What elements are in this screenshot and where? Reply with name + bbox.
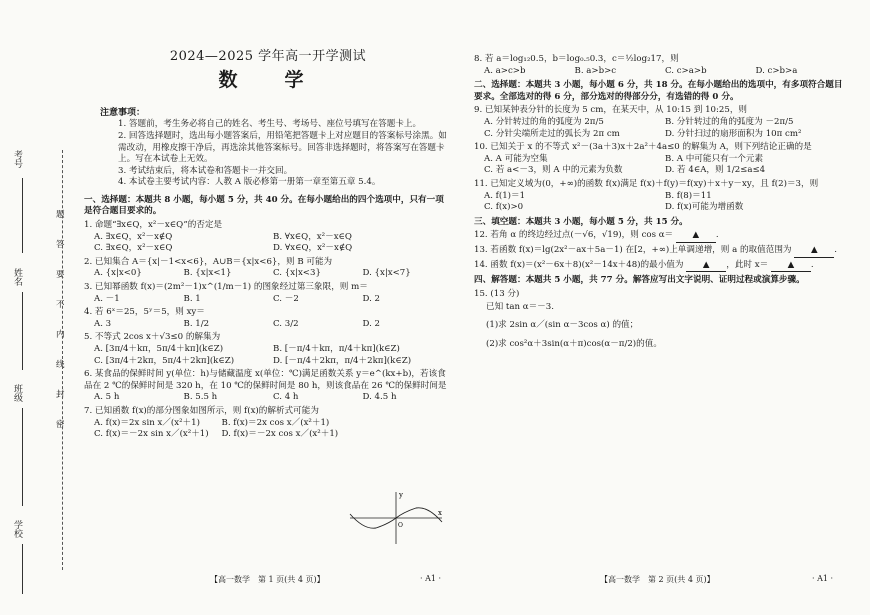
option: B. 分针转过的角的弧度为 －2π/5 — [665, 116, 794, 127]
subject-title: 数 学 — [218, 68, 318, 91]
notes-heading: 注意事项： — [100, 108, 146, 119]
option: A. 3 — [94, 318, 112, 329]
option: D. 分针扫过的扇形面积为 10π cm² — [665, 128, 802, 139]
option: D. 2 — [362, 293, 381, 304]
option: B. a>b>c — [574, 65, 617, 76]
answer-blank: ▲ — [794, 245, 834, 258]
option: B. 1 — [183, 293, 201, 304]
answer-blank: ▲ — [686, 260, 726, 273]
option: A. {x|x<0} — [94, 268, 142, 279]
option: A. 分针转过的角的弧度为 2π/5 — [484, 116, 604, 127]
question-7-options — [94, 418, 349, 441]
exam-no-label: 考号 — [12, 150, 22, 168]
option: D. 4.5 h — [362, 392, 397, 403]
option: C. [3π/4＋2kπ，5π/4＋2kπ](k∈Z) — [94, 355, 235, 366]
option: C. －2 — [273, 293, 299, 304]
seal-dashed-line — [62, 150, 63, 570]
section-2-heading: 二、选择题：本题共 3 小题，每小题 6 分，共 18 分。在每小题给出的选项中，有多项符合题目要求。全部选对的得 6 分，部分选对的得部分分，有选错的得 0 分。 — [474, 80, 843, 102]
question-15-part-1: (1)求 2sin α／(sin α－3cos α) 的值； — [486, 319, 639, 330]
option: D. ∀x∈Q，x²－x∉Q — [273, 243, 353, 254]
left-column — [84, 0, 452, 441]
option: B. f(x)＝2x cos x／(x²＋1) — [221, 417, 330, 428]
option: B. [－π/4＋kπ，π/4＋kπ](k∈Z) — [273, 344, 400, 355]
question-12-text: 12. 若角 α 的终边经过点(－√6，√19)，则 cos α＝ — [474, 230, 674, 241]
page-2-footer: 【高一数学 第 2 页(共 4 页)】 — [600, 575, 715, 584]
question-15-part-2: (2)求 cos²α＋3sin(α＋π)cos(α－π/2)的值。 — [486, 339, 662, 350]
option: D. f(x)＝－2x cos x／(x²＋1) — [221, 429, 339, 440]
option: D. [－π/4＋2kπ，π/4＋2kπ](k∈Z) — [273, 355, 412, 366]
option: A. a>c>b — [484, 65, 526, 76]
seal-char: 要 — [56, 270, 65, 280]
question-10-options — [484, 154, 846, 177]
question-6-options — [94, 392, 452, 404]
option: C. {x|x<3} — [273, 268, 321, 279]
question-1-options — [94, 232, 452, 255]
note-item: 3. 考试结束后，将本试卷和答题卡一并交回。 — [118, 165, 293, 176]
section-3-heading: 三、填空题：本题共 3 小题，每小题 5 分，共 15 分。 — [474, 216, 688, 227]
question-14-text: 14. 函数 f(x)＝(x²－6x＋8)(x²－14x＋48)的最小值为 — [474, 259, 684, 270]
seal-char: 封 — [56, 390, 65, 400]
option: A. 5 h — [94, 392, 120, 403]
name-label: 姓名 — [12, 268, 22, 286]
option: C. c>a>b — [665, 65, 707, 76]
option: B. {x|x<1} — [183, 268, 232, 279]
question-9: 9. 已知某钟表分针的长度为 5 cm，在某天中，从 10:15 到 10:25，则 — [474, 105, 748, 116]
y-axis-label: y — [399, 491, 403, 499]
section-1-heading: 一、选择题：本题共 8 小题，每小题 5 分，共 40 分。在每小题给出的四个选项中，只有一项是符合题目要求的。 — [84, 194, 444, 217]
question-3: 3. 已知幂函数 f(x)＝(2m²－1)x^(1/m－1) 的图象经过第三象限，则 m＝ — [84, 282, 368, 293]
option: A. [3π/4＋kπ，5π/4＋kπ](k∈Z) — [94, 344, 224, 355]
question-13-text: 13. 若函数 f(x)＝lg(2x²－ax＋5a－1) 在[2，+∞)上单调递增，则 a 的取值范围为 — [474, 244, 792, 255]
answer-blank: ▲ — [771, 260, 811, 273]
option: C. 若 a<－3，则 A 中的元素为负数 — [484, 165, 623, 176]
note-item: 2. 回答选择题时，选出每小题答案后，用铅笔把答题卡上对应题目的答案标号涂黑。如需改动，用橡皮擦干净后，再选涂其他答案标号。回答非选择题时，将答案写在答题卡上。写在本试卷上无效。 — [118, 130, 447, 165]
option: A. ∃x∈Q，x²－x∉Q — [94, 231, 173, 242]
option: B. ∀x∈Q，x²－x∈Q — [273, 231, 352, 242]
option: C. 3/2 — [273, 318, 299, 329]
right-column — [474, 52, 846, 351]
option: A. f(1)＝1 — [484, 190, 526, 201]
page-2-code: · A1 · — [812, 574, 834, 583]
option: A. f(x)＝2x sin x／(x²＋1) — [94, 417, 200, 428]
seal-char: 密 — [56, 420, 65, 430]
question-14-text-2: ，此时 x＝ — [726, 259, 769, 270]
option: D. f(x)可能为增函数 — [665, 202, 744, 213]
question-8: 8. 若 a＝log₁₂0.5，b＝log₀.₅0.3，c＝½log₂17，则 — [474, 54, 679, 64]
seal-char: 答 — [56, 240, 65, 250]
question-15-given: 已知 tan α＝－3. — [486, 302, 554, 313]
question-3-options — [94, 294, 452, 306]
option: C. f(x)>0 — [484, 202, 524, 213]
seal-char: 内 — [56, 330, 65, 340]
option: A. A 可能为空集 — [484, 153, 548, 164]
question-7-graph — [346, 488, 446, 548]
question-11: 11. 已知定义域为(0，+∞)的函数 f(x)满足 f(x)＋f(y)＝f(xy)＋x＋y－xy，且 f(2)＝3，则 — [474, 178, 819, 189]
question-6: 6. 某食品的保鲜时间 y(单位：h)与储藏温度 x(单位：℃)满足函数关系 y＝e^(kx+b)，若该食品在 2 ℃的保鲜时间是 320 h，在 10 ℃的保鲜时间是 80 h，则该食品在 26 ℃的保鲜时间是 — [84, 369, 447, 391]
origin-label: O — [398, 522, 403, 529]
exam-title: 2024—2025 学年高一开学测试 — [169, 49, 367, 64]
binding-strip — [0, 0, 70, 615]
exam-no-line — [22, 178, 23, 253]
question-4-options — [94, 319, 452, 331]
note-item: 1. 答题前，考生务必将自己的姓名、考生号、考场号、座位号填写在答题卡上。 — [118, 119, 422, 130]
x-axis-label: x — [438, 509, 442, 517]
class-line — [22, 408, 23, 506]
option: A. －1 — [94, 293, 120, 304]
question-15: 15. (13 分) — [474, 288, 520, 299]
option: C. 4 h — [273, 392, 299, 403]
page-1-code: · A1 · — [420, 574, 442, 583]
option: B. 5.5 h — [183, 392, 218, 403]
note-item: 4. 本试卷主要考试内容：人教 A 版必修第一册第一章至第五章 5.4。 — [118, 177, 381, 188]
option: D. 若 4∈A，则 1/2≤a≤4 — [665, 165, 766, 176]
seal-char: 不 — [56, 300, 65, 310]
answer-blank: ▲ — [676, 230, 716, 243]
question-5-options — [94, 344, 452, 367]
question-8-options — [484, 66, 846, 78]
question-1: 1. 命题“∃x∈Q，x²－x∈Q”的否定是 — [84, 220, 223, 231]
seal-char: 线 — [56, 360, 65, 370]
question-12: 12. 若角 α 的终边经过点(－√6，√19)，则 cos α＝ ▲ . — [474, 230, 846, 243]
question-4: 4. 若 6ˣ＝25，5ʸ＝5，则 xy＝ — [84, 307, 205, 318]
section-4-heading: 四、解答题：本题共 5 小题，共 77 分。解答应写出文字说明、证明过程或演算步骤。 — [474, 275, 805, 286]
school-label: 学校 — [12, 520, 22, 538]
option: B. A 中可能只有一个元素 — [665, 153, 764, 164]
option: B. 1/2 — [183, 318, 210, 329]
question-10: 10. 已知关于 x 的不等式 x²－(3a＋3)x＋2a²＋4a≤0 的解集为 A，则下列结论正确的是 — [474, 142, 812, 153]
question-2-options — [94, 268, 452, 280]
option: B. f(8)＝11 — [665, 190, 712, 201]
page-1-footer: 【高一数学 第 1 页(共 4 页)】 — [210, 575, 325, 584]
question-11-options — [484, 191, 846, 214]
option: D. {x|x<7} — [362, 268, 411, 279]
question-14: 14. 函数 f(x)＝(x²－6x＋8)(x²－14x＋48)的最小值为 ▲ ，此时 x＝ ▲ . — [474, 260, 846, 273]
option: C. ∃x∈Q，x²－x∈Q — [94, 243, 173, 254]
school-line — [22, 544, 23, 594]
option: C. f(x)＝－2x sin x／(x²＋1) — [94, 429, 209, 440]
question-5: 5. 不等式 2cos x＋√3≤0 的解集为 — [84, 332, 221, 343]
name-line — [22, 292, 23, 370]
seal-char: 题 — [56, 210, 65, 220]
question-2: 2. 已知集合 A＝{x|－1<x<6}，A∪B＝{x|x<6}，则 B 可能为 — [84, 256, 333, 267]
option: D. c>b>a — [755, 65, 798, 76]
question-7: 7. 已知函数 f(x)的部分图象如图所示，则 f(x)的解析式可能为 — [84, 405, 319, 416]
option: D. 2 — [362, 318, 381, 329]
class-label: 班级 — [12, 384, 22, 402]
question-13: 13. 若函数 f(x)＝lg(2x²－ax＋5a－1) 在[2，+∞)上单调递增，则 a 的取值范围为 ▲ . — [474, 245, 846, 258]
option: C. 分针尖端所走过的弧长为 2π cm — [484, 128, 620, 139]
question-9-options — [484, 117, 846, 140]
